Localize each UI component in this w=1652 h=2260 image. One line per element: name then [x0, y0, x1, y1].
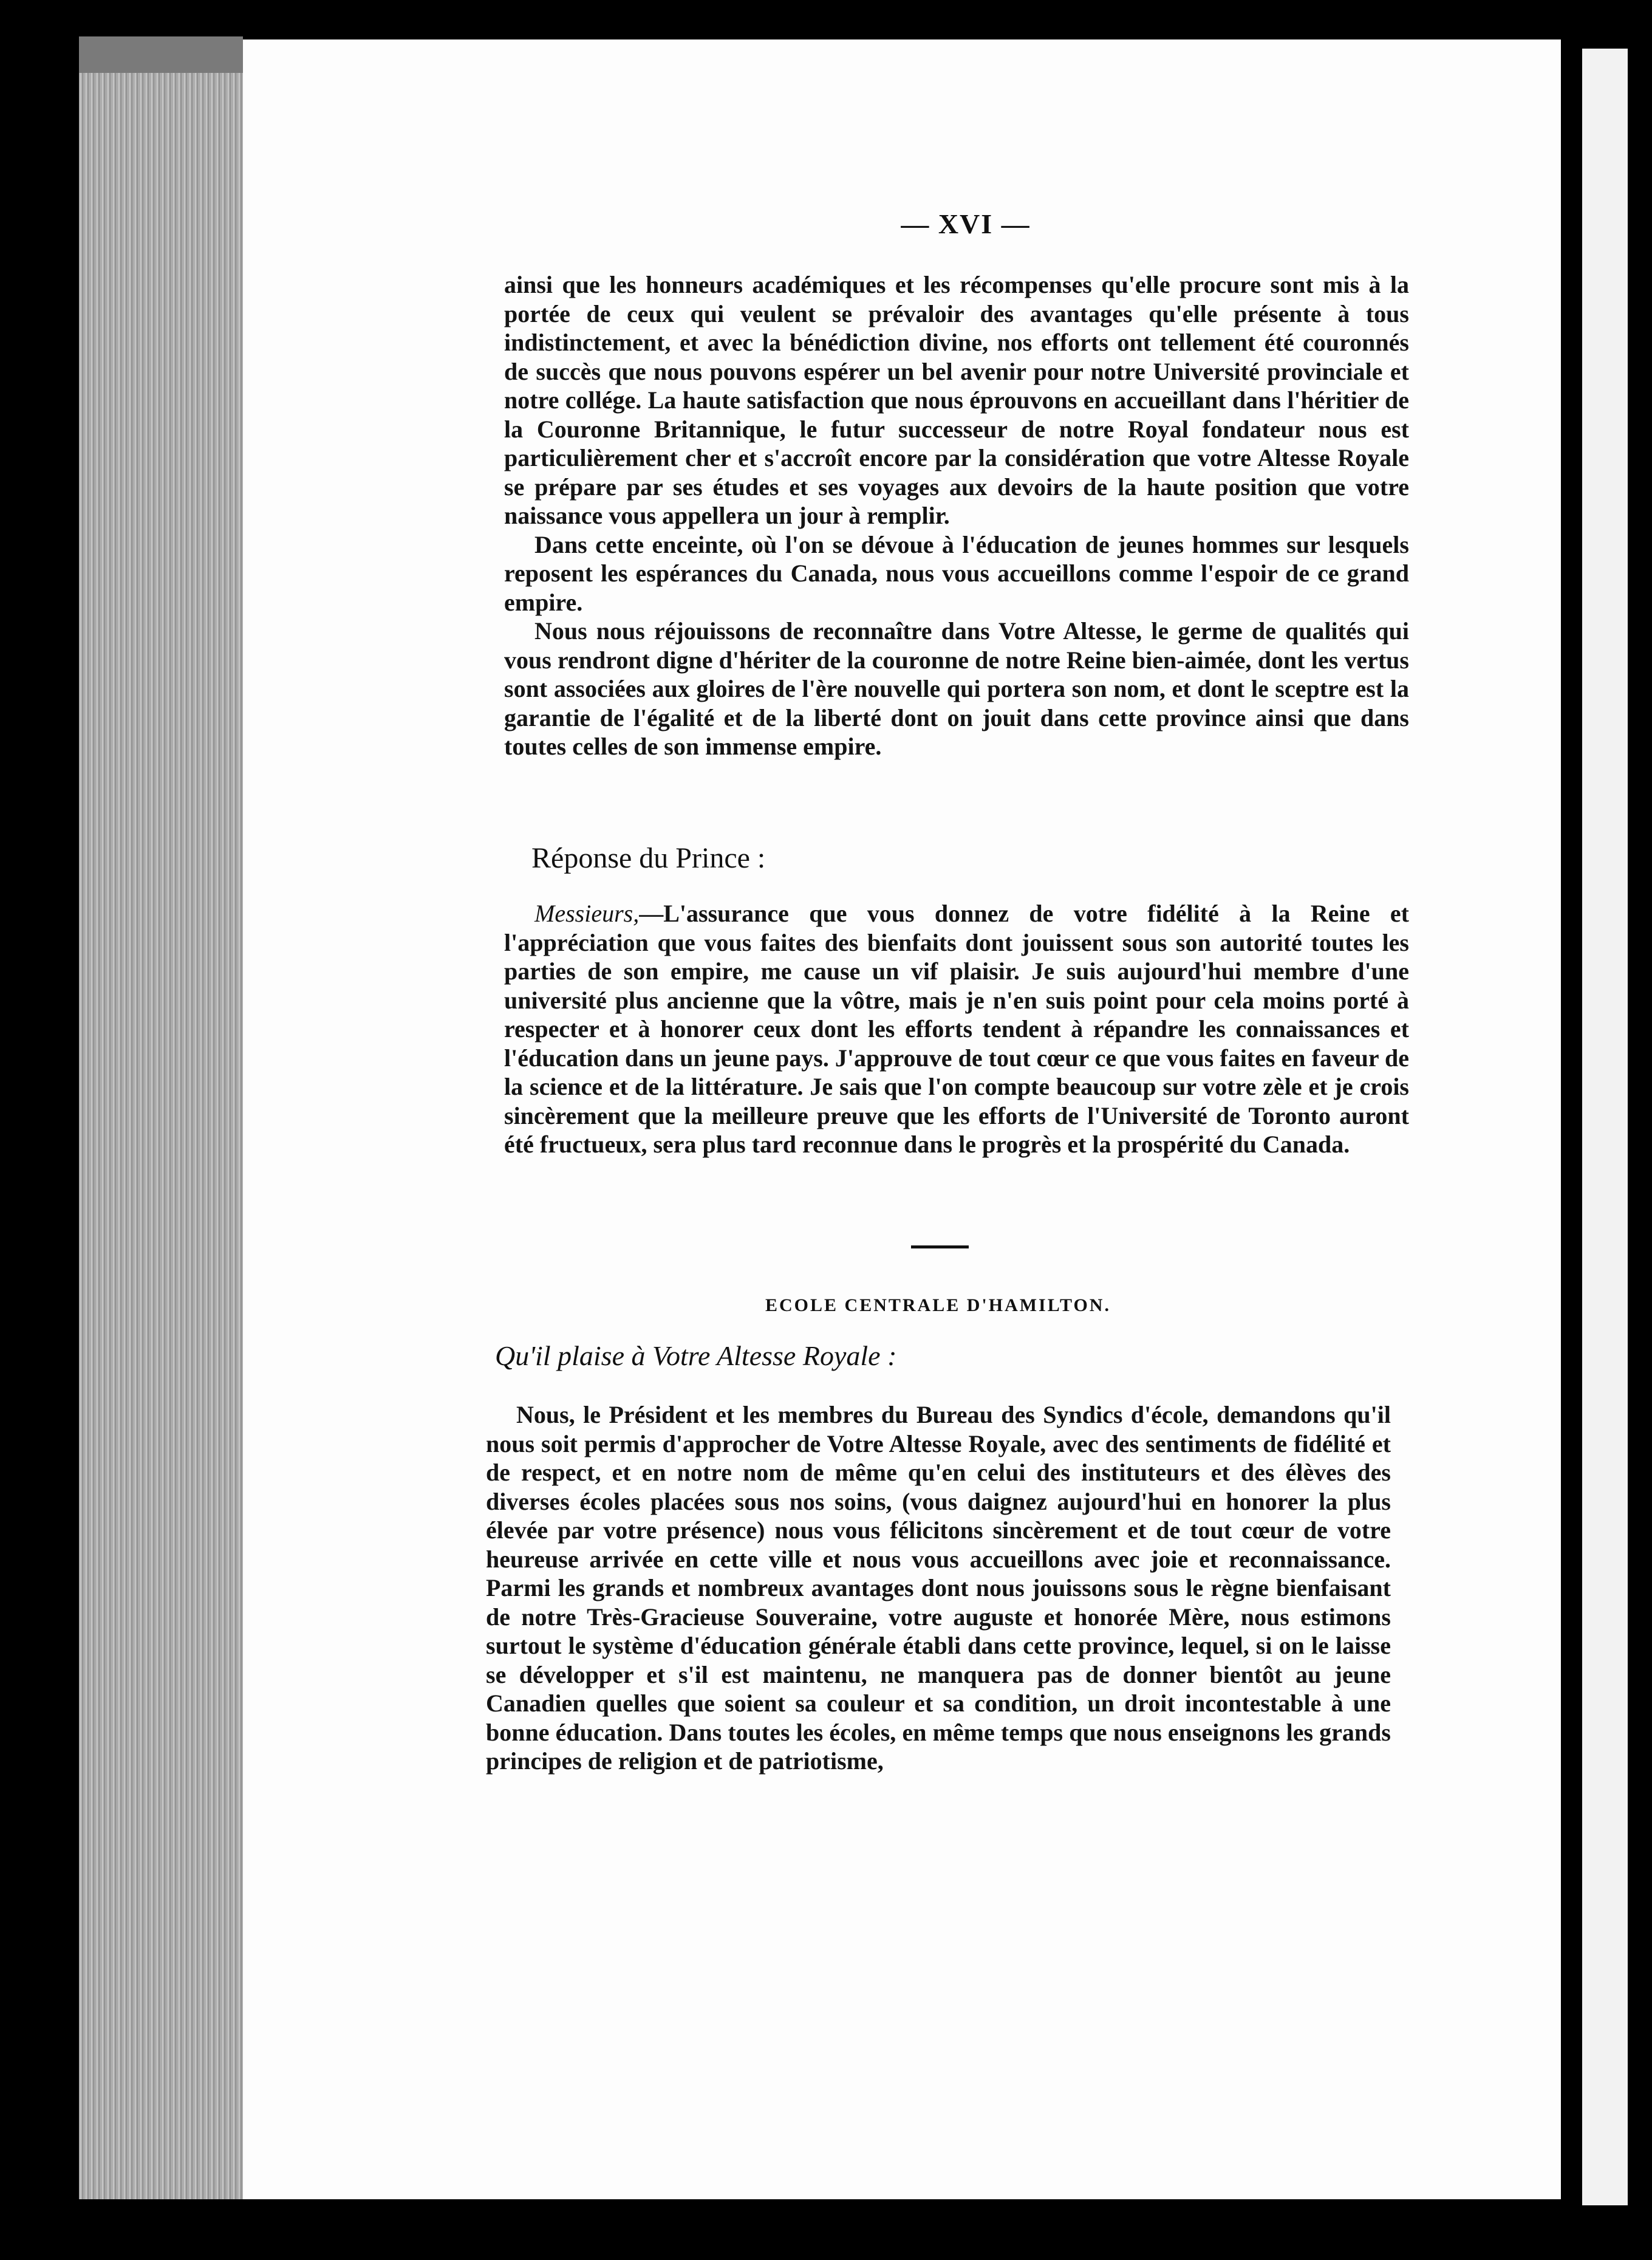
address-continuation: [504, 270, 1409, 761]
section-heading: Réponse du Prince :: [531, 842, 766, 874]
book-edge-shadow: [79, 36, 243, 73]
salutation: Messieurs,: [534, 900, 640, 927]
paragraph: Nous nous réjouissons de reconnaître dans Votre Altesse, le germe de qualités qui vous rendront digne d'hériter de la couronne de notre Reine bien-aimée, dont les vertus sont associées aux gloires de l'ère nouvelle qui portera son nom, et dont le sceptre est la garantie de l'égalité et de la liberté dont on jouit dans cette province ainsi que dans toutes celles de son immense empire.: [504, 617, 1409, 760]
page-number: — XVI —: [901, 208, 1031, 239]
next-page-edge: [1582, 49, 1628, 2205]
prince-reply: [504, 899, 1409, 1159]
reply-text: —L'assurance que vous donnez de votre fidélité à la Reine et l'appréciation que vous faites des bienfaits dont jouissent sous son autorité toutes les parties de son empire, me cause un vif plaisir. Je suis aujourd'hui membre d'une université plus ancienne que la vôtre, mais je n'en suis point pour cela moins porté à respecter et à honorer ceux dont les efforts tendent à répandre les connaissances et l'éducation dans un jeune pays. J'approuve de tout cœur ce que vous faites en faveur de la science et de la littérature. Je sais que l'on compte beaucoup sur votre zèle et je crois sincèrement que la meilleure preuve que les efforts de l'Université de Toronto auront été fructueux, sera plus tard reconnue dans le progrès et la prospérité du Canada.: [504, 900, 1409, 1158]
paragraph: Dans cette enceinte, où l'on se dévoue à l'éducation de jeunes hommes sur lesquels reposent les espérances du Canada, nous vous accueillons comme l'espoir de ce grand empire.: [504, 530, 1409, 616]
section-divider: [911, 1245, 969, 1248]
salutation: Qu'il plaise à Votre Altesse Royale :: [495, 1340, 897, 1371]
paragraph: ainsi que les honneurs académiques et les récompenses qu'elle procure sont mis à la portée de ceux qui veulent se prévaloir des avantages qu'elle présente à tous indistinctement, et avec la bénédiction divine, nos efforts ont tellement été couronnés de succès que nous pouvons espérer un bel avenir pour notre Université provinciale et notre collége. La haute satisfaction que nous éprouvons en accueillant dans l'héritier de la Couronne Britannique, le futur successeur de notre Royal fondateur nous est particulièrement cher et s'accroît encore par la considération que votre Altesse Royale se prépare par ses études et ses voyages aux devoirs de la haute position que votre naissance vous appellera un jour à remplir.: [504, 271, 1409, 529]
paragraph: [504, 899, 1409, 1159]
book-page-edges: [79, 36, 243, 2199]
section-title: ECOLE CENTRALE D'HAMILTON.: [765, 1295, 1111, 1315]
paragraph: Nous, le Président et les membres du Bureau des Syndics d'école, demandons qu'il nous soit permis d'approcher de Votre Altesse Royale, avec des sentiments de fidélité et de respect, et en notre nom de même qu'en celui des instituteurs et des élèves des diverses écoles placées sous nos soins, (vous daignez aujourd'hui en honorer la plus élevée par votre présence) nous vous félicitons sincèrement et de tout cœur de votre heureuse arrivée en cette ville et nous vous accueillons avec joie et reconnaissance. Parmi les grands et nombreux avantages dont nous jouissons sous le règne bienfaisant de notre Très-Gracieuse Souveraine, votre auguste et honorée Mère, nous estimons surtout le système d'éducation générale établi dans cette province, lequel, si on le laisse se développer et s'il est maintenu, ne manquera pas de donner bientôt au jeune Canadien quelles que soient sa couleur et sa condition, un droit incontestable à une bonne éducation. Dans toutes les écoles, en même temps que nous enseignons les grands principes de religion et de patriotisme,: [486, 1401, 1391, 1775]
hamilton-address: [486, 1400, 1391, 1776]
